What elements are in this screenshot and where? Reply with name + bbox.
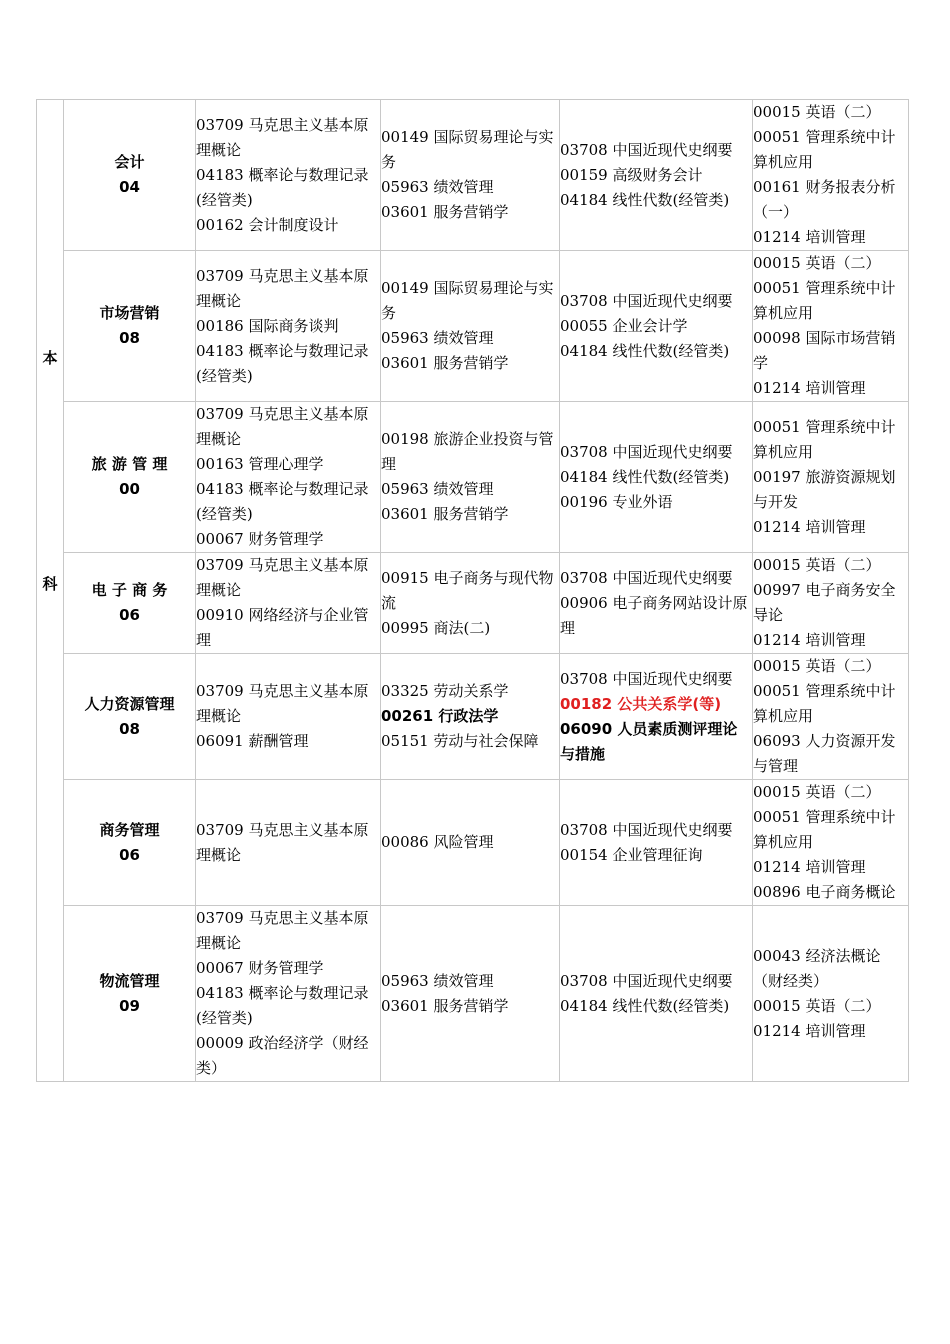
- course-cell: [560, 780, 753, 906]
- course-item: 00196 专业外语: [560, 492, 673, 511]
- major-code: 06: [119, 845, 140, 864]
- course-cell: [381, 402, 560, 553]
- major-cell: [64, 553, 196, 654]
- course-item: 00051 管理系统中计算机应用: [753, 128, 896, 171]
- course-item: 00159 高级财务会计: [560, 165, 703, 184]
- course-cell: [196, 100, 381, 251]
- course-cell: [560, 402, 753, 553]
- course-cell: [196, 780, 381, 906]
- course-item: 03325 劳动关系学: [381, 682, 509, 700]
- course-item: 06093 人力资源开发与管理: [753, 732, 896, 775]
- major-name: 会计: [114, 153, 145, 171]
- exam-schedule-table: [36, 99, 909, 1082]
- course-item: 00015 英语（二）: [753, 783, 881, 801]
- course-cell: [753, 251, 909, 402]
- level-cell: [37, 100, 64, 1082]
- course-item: 00051 管理系统中计算机应用: [753, 808, 896, 851]
- course-item: 04183 概率论与数理记录(经管类): [196, 165, 369, 209]
- course-cell: [381, 906, 560, 1082]
- course-item: 03708 中国近现代史纲要: [560, 291, 733, 310]
- course-item: 04184 线性代数(经管类): [560, 341, 730, 360]
- course-cell: [753, 780, 909, 906]
- course-item: 04184 线性代数(经管类): [560, 996, 730, 1015]
- major-name: 人力资源管理: [84, 694, 175, 713]
- course-item: 03708 中国近现代史纲要: [560, 820, 733, 839]
- course-item: 03708 中国近现代史纲要: [560, 442, 733, 461]
- course-item: 00198 旅游企业投资与管理: [381, 430, 554, 473]
- course-item: 03708 中国近现代史纲要: [560, 669, 733, 688]
- course-cell: [753, 402, 909, 553]
- course-item: 05963 绩效管理: [381, 971, 494, 990]
- table-row: [37, 906, 909, 1082]
- course-item: 00197 旅游资源规划与开发: [753, 467, 896, 511]
- table-row: [37, 402, 909, 553]
- course-item: 04183 概率论与数理记录(经管类): [196, 984, 369, 1027]
- course-item: 00896 电子商务概论: [753, 883, 896, 901]
- course-item: 03601 服务营销学: [381, 203, 509, 221]
- major-code: 00: [119, 480, 140, 498]
- course-item: 05151 劳动与社会保障: [381, 732, 539, 750]
- course-item: 03709 马克思主义基本原理概论: [196, 820, 369, 864]
- course-item: 03709 马克思主义基本原理概论: [196, 266, 369, 310]
- course-cell: [753, 100, 909, 251]
- course-cell: [381, 100, 560, 251]
- course-item: 00915 电子商务与现代物流: [381, 568, 554, 612]
- course-cell: [196, 654, 381, 780]
- table-row: [37, 654, 909, 780]
- course-cell: [753, 906, 909, 1082]
- course-cell: [381, 780, 560, 906]
- course-item-bold: 06090 人员素质测评理论与措施: [560, 719, 738, 763]
- course-item: 00067 财务管理学: [196, 959, 324, 977]
- course-item: 00015 英语（二）: [753, 103, 881, 121]
- major-cell: [64, 100, 196, 251]
- course-item: 00186 国际商务谈判: [196, 316, 339, 335]
- course-item: 01214 培训管理: [753, 517, 866, 536]
- course-item: 01214 培训管理: [753, 1021, 866, 1040]
- major-code: 09: [119, 996, 140, 1015]
- course-cell: [560, 906, 753, 1082]
- course-cell: [196, 402, 381, 553]
- course-cell: [381, 553, 560, 654]
- course-item: 01214 培训管理: [753, 228, 866, 246]
- course-item: 03709 马克思主义基本原理概论: [196, 682, 369, 725]
- course-cell: [381, 251, 560, 402]
- major-name: 物流管理: [99, 971, 160, 990]
- course-item: 00149 国际贸易理论与实务: [381, 279, 554, 322]
- course-item: 03708 中国近现代史纲要: [560, 971, 733, 990]
- course-cell: [753, 654, 909, 780]
- major-name: 市场营销: [99, 304, 160, 322]
- course-item: 00149 国际贸易理论与实务: [381, 128, 554, 171]
- course-item: 00154 企业管理征询: [560, 845, 703, 864]
- course-cell: [196, 553, 381, 654]
- course-item: 00015 英语（二）: [753, 254, 881, 272]
- course-item: 03601 服务营销学: [381, 505, 509, 523]
- course-item: 05963 绩效管理: [381, 178, 494, 196]
- course-item: 01214 培训管理: [753, 379, 866, 397]
- course-item: 05963 绩效管理: [381, 480, 494, 498]
- course-item: 00995 商法(二): [381, 618, 491, 637]
- course-item: 00055 企业会计学: [560, 316, 688, 335]
- course-item: 03601 服务营销学: [381, 354, 509, 372]
- course-item: 05963 绩效管理: [381, 329, 494, 347]
- course-item: 00015 英语（二）: [753, 556, 881, 574]
- course-cell: [196, 906, 381, 1082]
- course-item: 00067 财务管理学: [196, 530, 324, 548]
- table-row: [37, 100, 909, 251]
- course-item: 03709 马克思主义基本原理概论: [196, 909, 369, 952]
- course-cell: [560, 100, 753, 251]
- course-item: 03708 中国近现代史纲要: [560, 140, 733, 159]
- major-cell: [64, 780, 196, 906]
- course-cell: [560, 251, 753, 402]
- course-item: 00051 管理系统中计算机应用: [753, 682, 896, 725]
- major-cell: [64, 906, 196, 1082]
- course-item: 00015 英语（二）: [753, 657, 881, 675]
- course-item: 00161 财务报表分析（一）: [753, 178, 896, 221]
- course-item: 04184 线性代数(经管类): [560, 190, 730, 209]
- course-item: 03709 马克思主义基本原理概论: [196, 405, 369, 448]
- course-item: 00906 电子商务网站设计原理: [560, 593, 748, 637]
- course-item: 00043 经济法概论（财经类）: [753, 946, 881, 990]
- course-item: 04183 概率论与数理记录(经管类): [196, 341, 369, 385]
- major-code: 04: [119, 178, 140, 196]
- course-item: 01214 培训管理: [753, 858, 866, 876]
- course-item: 00163 管理心理学: [196, 455, 324, 473]
- course-item-highlighted: 00182 公共关系学(等): [560, 694, 722, 713]
- table-row: [37, 780, 909, 906]
- course-item: 01214 培训管理: [753, 631, 866, 649]
- course-item: 00015 英语（二）: [753, 996, 881, 1015]
- major-code: 08: [119, 719, 140, 738]
- course-item: 00086 风险管理: [381, 833, 494, 851]
- level-char-ben: 本: [42, 349, 58, 367]
- major-name: 电 子 商 务: [91, 581, 168, 599]
- course-item: 03709 马克思主义基本原理概论: [196, 556, 369, 599]
- course-item: 00162 会计制度设计: [196, 215, 339, 234]
- course-item: 03601 服务营销学: [381, 996, 509, 1015]
- course-item: 04183 概率论与数理记录(经管类): [196, 480, 369, 523]
- course-item-bold: 00261 行政法学: [381, 707, 499, 725]
- course-item: 00051 管理系统中计算机应用: [753, 279, 896, 322]
- course-cell: [381, 654, 560, 780]
- course-item: 00910 网络经济与企业管理: [196, 606, 369, 649]
- course-cell: [196, 251, 381, 402]
- course-item: 03708 中国近现代史纲要: [560, 568, 733, 587]
- major-name: 旅 游 管 理: [91, 455, 168, 473]
- course-item: 00997 电子商务安全导论: [753, 581, 896, 624]
- table-row: [37, 553, 909, 654]
- major-code: 06: [119, 606, 140, 624]
- major-code: 08: [119, 329, 140, 347]
- major-cell: [64, 654, 196, 780]
- level-char-ke: 科: [42, 575, 58, 593]
- course-item: 06091 薪酬管理: [196, 732, 309, 750]
- major-name: 商务管理: [99, 820, 160, 839]
- course-cell: [753, 553, 909, 654]
- course-item: 04184 线性代数(经管类): [560, 467, 730, 486]
- major-cell: [64, 251, 196, 402]
- major-cell: [64, 402, 196, 553]
- course-item: 03709 马克思主义基本原理概论: [196, 115, 369, 159]
- course-cell: [560, 553, 753, 654]
- course-item: 00098 国际市场营销学: [753, 329, 896, 372]
- table-row: [37, 251, 909, 402]
- course-item: 00009 政治经济学（财经类）: [196, 1034, 369, 1077]
- course-item: 00051 管理系统中计算机应用: [753, 417, 896, 461]
- course-cell: [560, 654, 753, 780]
